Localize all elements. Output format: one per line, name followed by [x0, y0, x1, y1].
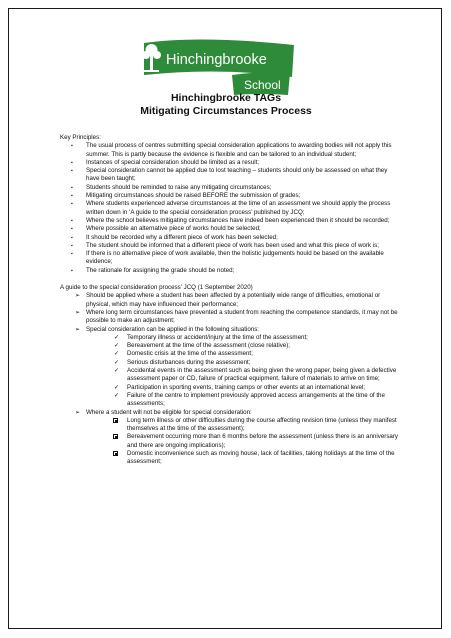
checkmark-icon: ✓ — [114, 392, 120, 399]
guide-text: Should be applied where a student has been affected by a potentially wide range of difficulties, emotional or physical, which may have influenced their performance; — [86, 292, 381, 308]
guide-list — [60, 292, 400, 466]
situation-text: Temporary illness or accident/injury at the time of the assessment; — [127, 333, 308, 341]
square-bullet-icon: ▪ — [71, 201, 73, 208]
document-page — [8, 8, 442, 629]
situation-text: Domestic crisis at the time of the assessment; — [127, 350, 253, 358]
principle-item — [60, 167, 400, 184]
document-title — [9, 92, 442, 118]
logo-name: Hinchingbrooke — [166, 52, 267, 68]
principle-text: Instances of special consideration should be limited as a result; — [86, 158, 260, 166]
checkmark-icon: ✓ — [114, 343, 120, 350]
ineligible-situation-item — [102, 433, 400, 450]
principle-item — [60, 267, 400, 275]
principle-text: Where the school believes mitigating circumstances have indeed been experienced then it should be recorded; — [86, 216, 390, 224]
title-line-2: Mitigating Circumstances Process — [140, 105, 312, 117]
principle-text: Students should be reminded to raise any mitigating circumstances; — [86, 183, 272, 191]
principle-item — [60, 200, 400, 217]
square-bullet-icon: ▪ — [71, 168, 73, 175]
guide-heading: A guide to the special consideration process’ JCQ (1 September 2020) — [60, 284, 253, 292]
principle-item — [60, 225, 400, 233]
school-logo — [140, 37, 296, 99]
situation-text: Failure of the centre to implement previously approved access arrangements at the time of the assessments; — [127, 391, 385, 408]
title-line-1: Hinchingbrooke TAGs — [170, 92, 282, 104]
square-bullet-icon: ▪ — [71, 251, 73, 258]
eligible-situation-item — [102, 384, 400, 392]
guide-item — [60, 309, 400, 326]
situation-text: Serious disturbances during the assessment; — [127, 358, 251, 366]
checkmark-icon: ✓ — [114, 351, 120, 358]
principle-item — [60, 234, 400, 242]
principles-list — [60, 142, 400, 275]
document-body — [60, 134, 400, 467]
square-bullet-icon: ▪ — [71, 143, 73, 150]
principle-text: Mitigating circumstances should be raised BEFORE the submission of grades; — [86, 192, 301, 200]
square-bullet-icon: ▪ — [71, 193, 73, 200]
principle-item — [60, 192, 400, 200]
checkmark-icon: ✓ — [114, 334, 120, 341]
boxed-bullet-icon — [113, 451, 118, 456]
checkmark-icon: ✓ — [114, 384, 120, 391]
ineligible-situations-list — [86, 417, 400, 467]
square-bullet-icon: ▪ — [71, 184, 73, 191]
principle-item — [60, 184, 400, 192]
principle-item — [60, 242, 400, 250]
principle-item — [60, 159, 400, 167]
checkmark-icon: ✓ — [114, 359, 120, 366]
principle-text: Where students experienced adverse circumstances at the time of an assessment we should apply the process written down in ‘A guide to the special consideration process’ published by JCQ; — [86, 200, 391, 216]
principle-item — [60, 217, 400, 225]
principles-heading: Key Principles: — [60, 134, 101, 141]
principle-text: Where possible an alternative piece of works hould be selected; — [86, 225, 261, 233]
eligible-situation-item — [102, 350, 400, 358]
arrow-bullet-icon: ➢ — [75, 326, 81, 333]
guide-item — [60, 409, 400, 467]
eligible-situation-item — [102, 367, 400, 384]
square-bullet-icon: ▪ — [71, 234, 73, 241]
ineligible-situation-item — [102, 450, 400, 467]
guide-text: Special consideration can be applied in the following situations: — [86, 325, 260, 333]
guide-text: Where long term circumstances have prevented a student from reaching the competence standards, it may not be possible to make an adjustment; — [86, 308, 398, 325]
square-bullet-icon: ▪ — [71, 242, 73, 249]
checkmark-icon: ✓ — [114, 368, 120, 375]
principle-text: The usual process of centres submitting special consideration applications to awarding bodies will not apply this summer. This is partly because the evidence is flexible and can be tailored to an individual student; — [86, 142, 392, 158]
guide-item — [60, 292, 400, 309]
boxed-bullet-icon — [113, 434, 118, 439]
situation-text: Bereavement at the time of the assessment (close relative); — [127, 342, 291, 350]
ineligible-situation-item — [102, 417, 400, 434]
principle-text: Special consideration cannot be applied due to lost teaching – students should only be assessed on what they have been taught; — [86, 167, 388, 183]
logo-sub: School — [244, 78, 281, 92]
boxed-bullet-icon — [113, 418, 118, 423]
principle-text: It should be recorded why a different piece of work has been selected; — [86, 233, 278, 241]
eligible-situation-item — [102, 334, 400, 342]
arrow-bullet-icon: ➢ — [75, 409, 81, 416]
guide-item — [60, 326, 400, 409]
eligible-situation-item — [102, 342, 400, 350]
eligible-situation-item — [102, 359, 400, 367]
situation-text: Domestic inconvenience such as moving house, lack of facilities, taking holidays at the time of the assessment; — [127, 449, 395, 466]
principle-text: The student should be informed that a different piece of work has been used and what this piece of work is; — [86, 241, 379, 249]
situation-text: Long term illness or other difficulties during the course affecting revision time (unless they manifest themselves at the time of the assessment); — [127, 416, 397, 433]
arrow-bullet-icon: ➢ — [75, 293, 81, 300]
eligible-situation-item — [102, 392, 400, 409]
situation-text: Accidental events in the assessment such as being given the wrong paper, being given a defective assessment paper or CD, failure of practical equipment, failure of materials to arrive on time; — [127, 367, 397, 383]
principle-text: The rationale for assigning the grade should be noted; — [86, 266, 235, 274]
square-bullet-icon: ▪ — [71, 267, 73, 274]
square-bullet-icon: ▪ — [71, 226, 73, 233]
square-bullet-icon: ▪ — [71, 217, 73, 224]
principle-item — [60, 142, 400, 159]
guide-text: Where a student will not be eligible for special consideration: — [86, 408, 252, 416]
square-bullet-icon: ▪ — [71, 159, 73, 166]
principle-text: If there is no alternative piece of work available, then the holistic judgements hould be based on the available evidence; — [86, 250, 384, 266]
eligible-situations-list — [86, 334, 400, 409]
principle-item — [60, 250, 400, 267]
arrow-bullet-icon: ➢ — [75, 309, 81, 316]
situation-text: Participation in sporting events, training camps or other events at an international level; — [127, 383, 366, 391]
situation-text: Bereavement occurring more than 6 months before the assessment (unless there is an anniversary and there are ongoing implications); — [127, 433, 399, 449]
